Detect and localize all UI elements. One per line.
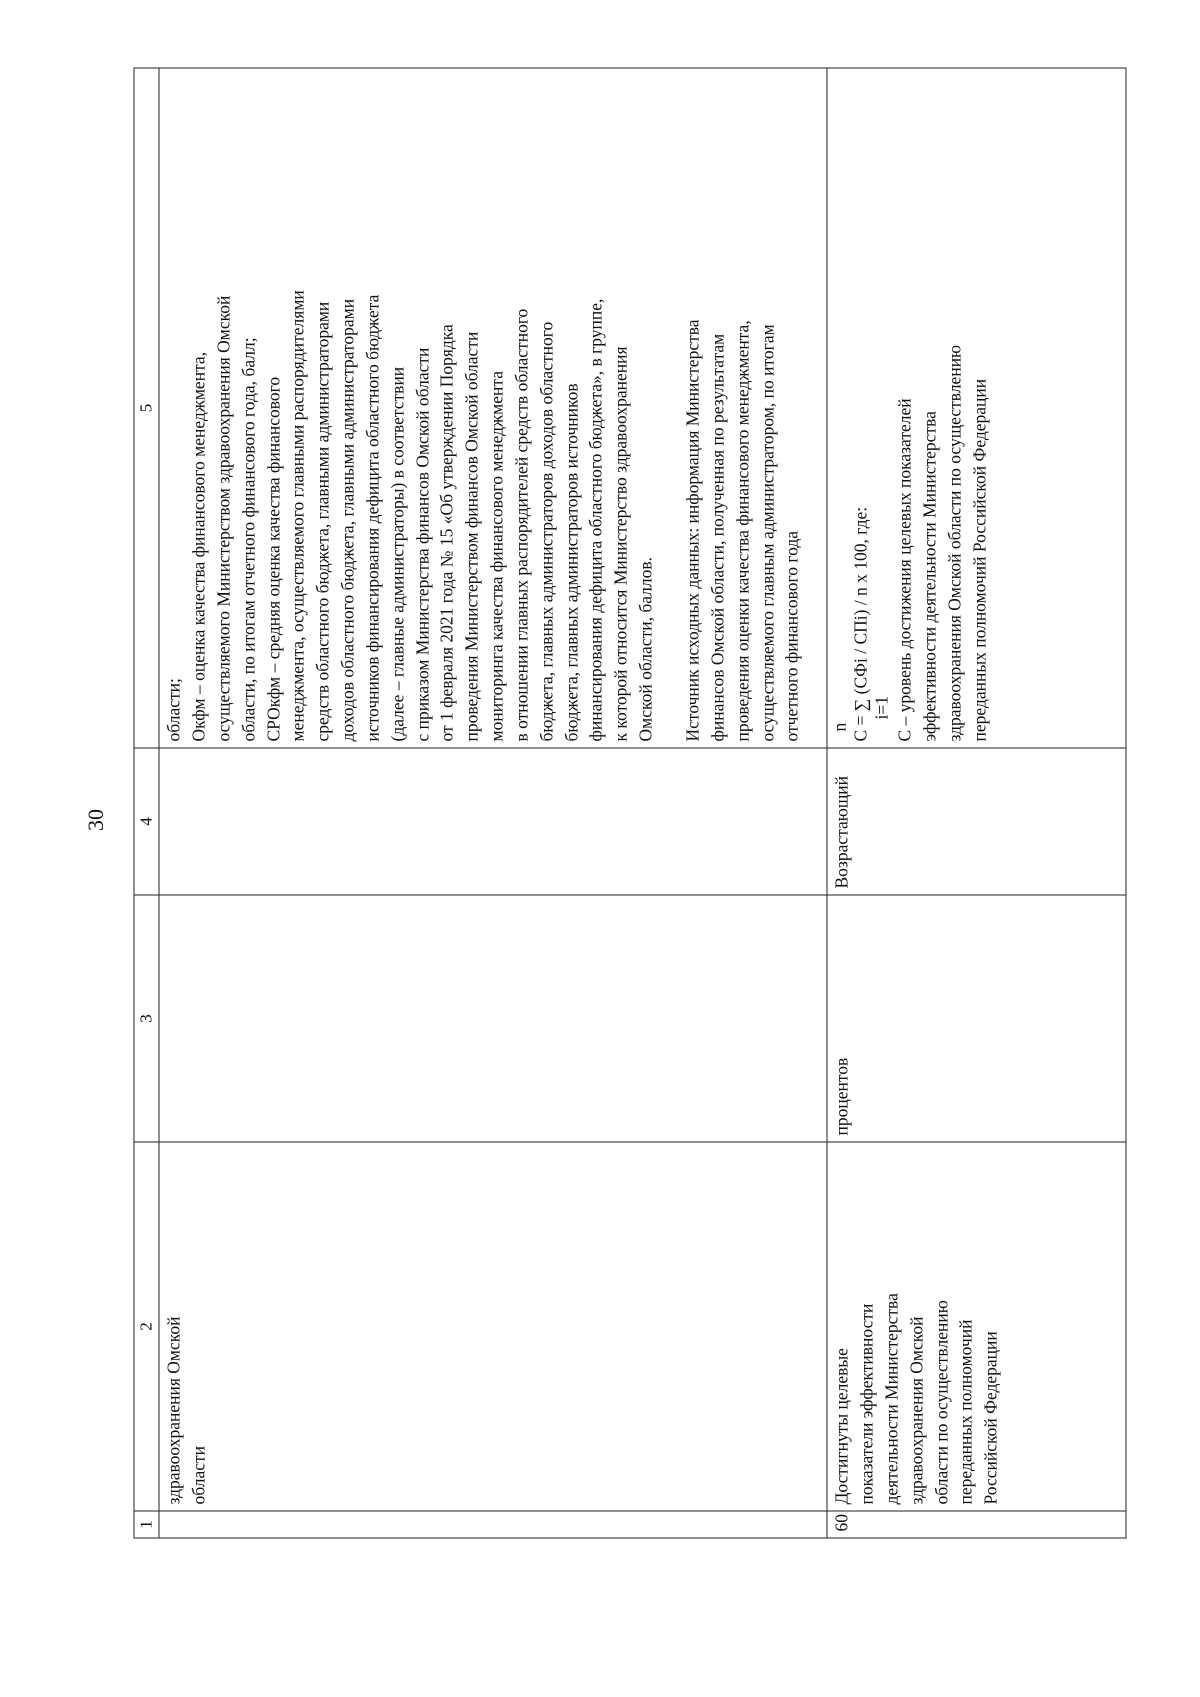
data-source-text: Источник исходных данных: информация Министерства финансов Омской области, полученная по результатам проведения оценки качества финансового менеджмента, осуществляемого главным администратором, по итогам отчетного финансового года [682,318,802,741]
header-col-1: 1 [134,1511,159,1538]
indicator-name-cell: Достигнуты целевые показатели эффективности деятельности Министерства здравоохранения Омской области по осуществлению переданных полномочий Российской Федерации [827,1142,1126,1511]
header-col-3: 3 [134,895,159,1142]
indicator-table [133,67,1126,1538]
indicator-name-cell: здравоохранения Омской области [159,1142,827,1511]
page-number: 30 [83,809,108,831]
formula-lower-limit: i=1 [871,695,892,719]
formula [829,74,892,741]
header-col-5: 5 [134,68,159,748]
formula-explanation: С – уровень достижения целевых показателей эффективности деятельности Министерства здравоохранения Омской области по осуществлению переданных полномочий Российской Федерации [894,344,989,741]
unit-cell: процентов [827,895,1126,1142]
row-number-cell [159,1511,827,1538]
unit-cell [159,895,827,1142]
formula-expression: С = ∑ (СФi / СПi) / n x 100, где: [850,506,871,741]
method-cell [827,68,1126,748]
header-col-4: 4 [134,748,159,895]
header-row [134,68,159,1538]
rotated-table-container [133,68,1126,1538]
trend-cell: Возрастающий [827,748,1126,895]
method-cell [159,68,827,748]
formula-upper-limit: n [829,722,850,731]
table-row [159,68,827,1538]
table-row [827,68,1126,1538]
trend-cell [159,748,827,895]
header-col-2: 2 [134,1142,159,1511]
row-number-cell: 60 [827,1511,1126,1538]
method-text: области; Окфм – оценка качества финансового менеджмента, осуществляемого Министерством здравоохранения Омской области, по итогам отчетного финансового года, балл; СРОкфм – средняя оценка качества финансового менеджмента, осуществляемого главными распорядителями средств областного бюджета, главными администраторами доходов областного бюджета, главными администраторами источников финансирования дефицита областного бюджета (далее – главные администраторы) в соответствии с приказом Министерства финансов Омской области от 1 февраля 2021 года № 15 «Об утверждении Порядка проведения Министерством финансов Омской области мониторинга качества финансового менеджмента в отношении главных распорядителей средств областного бюджета, главных администраторов доходов областного бюджета, главных администраторов источников финансирования дефицита областного бюджета», в группе, к которой относится Министерство здравоохранения Омской области, баллов. [163,289,656,741]
